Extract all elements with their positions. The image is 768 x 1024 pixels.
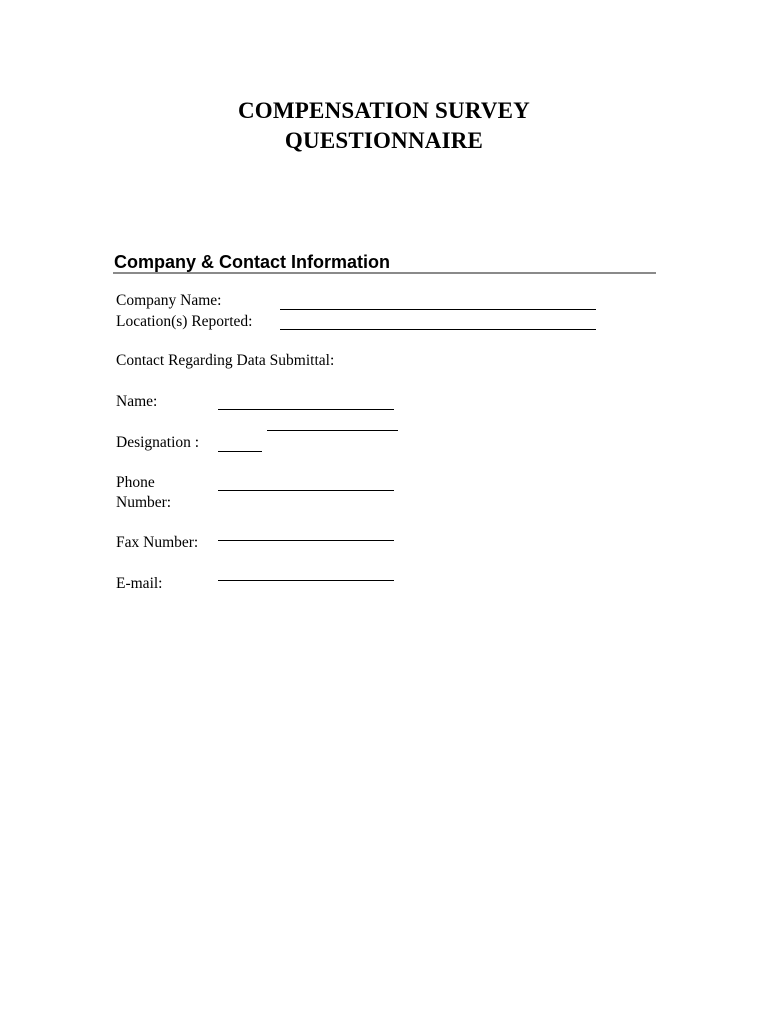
phone-number-field[interactable] [218, 490, 394, 491]
locations-reported-label: Location(s) Reported: [116, 313, 253, 330]
phone-label-line1: Phone [116, 474, 155, 491]
phone-label-line2: Number: [116, 494, 172, 511]
fax-number-field[interactable] [218, 540, 394, 541]
title-line-2: QUESTIONNAIRE [284, 128, 484, 153]
designation-field-upper[interactable] [267, 430, 398, 431]
title-line-1: COMPENSATION SURVEY [237, 98, 530, 123]
email-label: E-mail: [116, 575, 163, 592]
contact-regarding-label: Contact Regarding Data Submittal: [116, 352, 335, 369]
company-name-field[interactable] [280, 309, 596, 310]
section-heading: Company & Contact Information [114, 252, 391, 272]
designation-label: Designation : [116, 434, 200, 451]
fax-number-label: Fax Number: [116, 534, 199, 551]
company-name-label: Company Name: [116, 292, 222, 309]
section-divider [113, 272, 656, 274]
document-title [0, 96, 768, 156]
name-label: Name: [116, 393, 158, 410]
designation-field[interactable] [218, 451, 262, 452]
name-field[interactable] [218, 409, 394, 410]
locations-reported-field[interactable] [280, 329, 596, 330]
email-field[interactable] [218, 580, 394, 581]
